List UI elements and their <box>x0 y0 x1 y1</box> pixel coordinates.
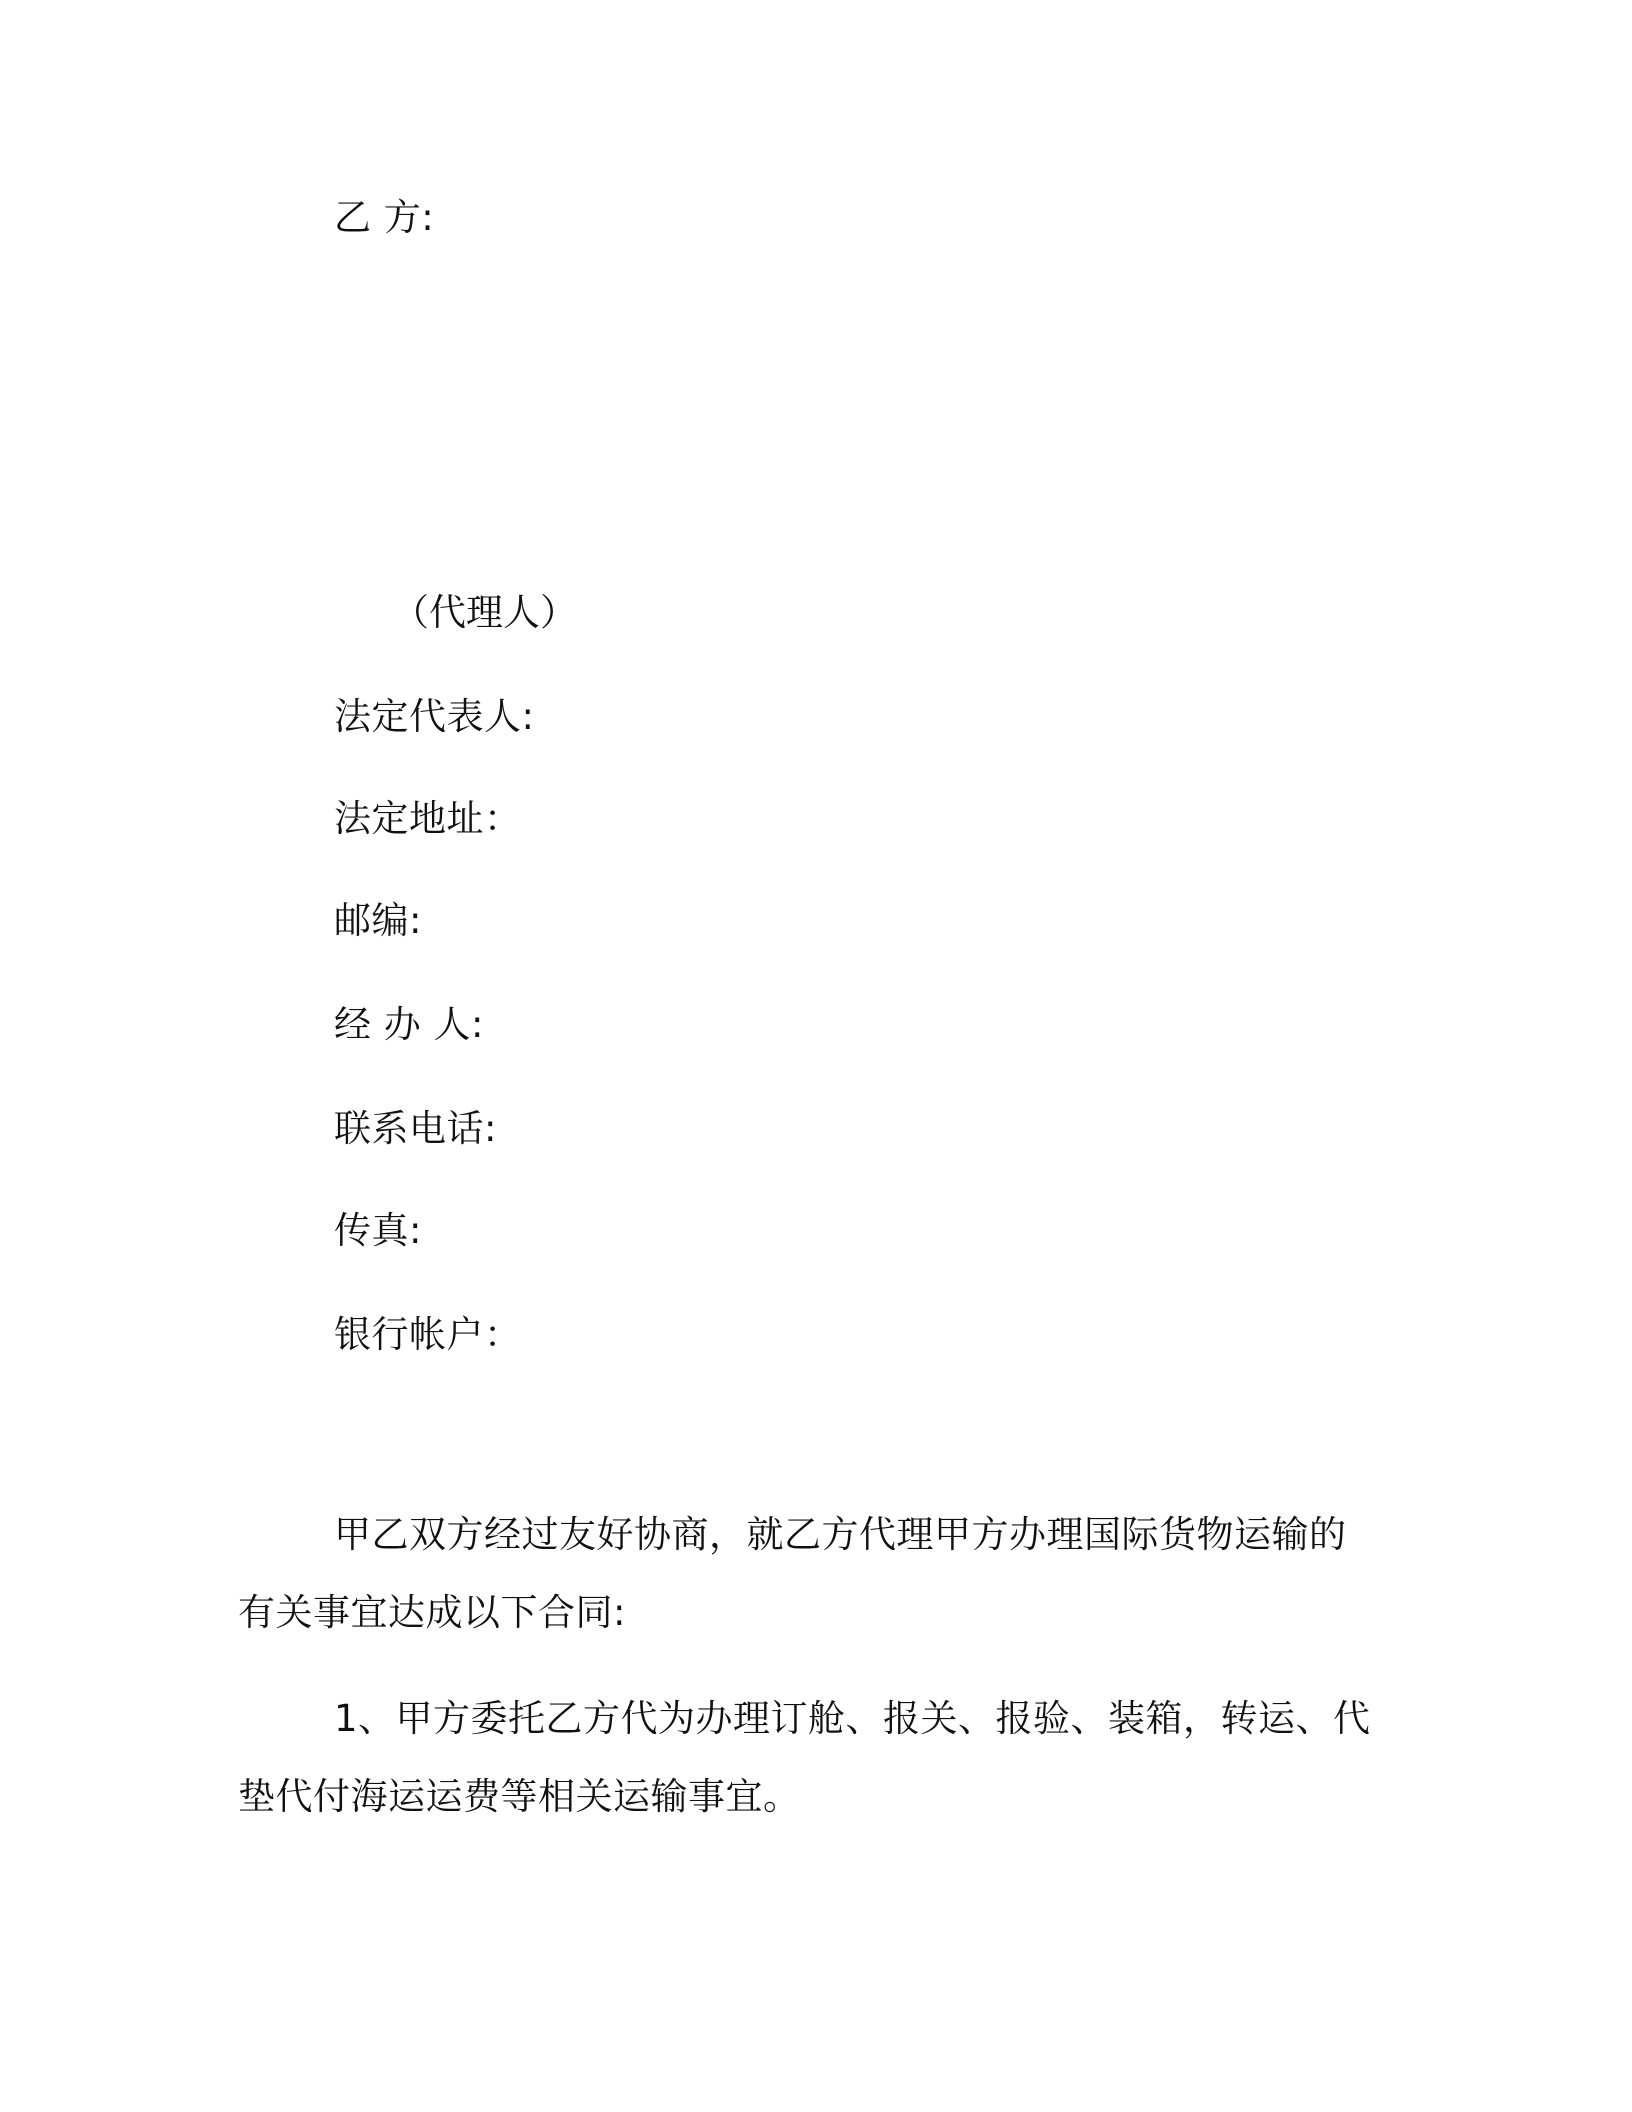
legal-address-field: 法定地址： <box>334 797 522 840</box>
fax-field: 传真: <box>334 1209 422 1252</box>
bank-account-field: 银行帐户： <box>334 1313 522 1356</box>
agreement-intro-paragraph: 甲乙双方经过友好协商，就乙方代理甲方办理国际货物运输的有关事宜达成以下合同: <box>238 1513 1347 1634</box>
clause-1-paragraph: 1、甲方委托乙方代为办理订舱、报关、报验、装箱，转运、代垫代付海运运费等相关运输事宜。 <box>238 1697 1371 1818</box>
party-b-label: 乙 方: <box>334 196 435 239</box>
handler-field: 经 办 人: <box>334 1003 484 1046</box>
agent-note: （代理人） <box>392 591 577 634</box>
postcode-field: 邮编: <box>334 899 422 942</box>
phone-field: 联系电话: <box>334 1107 497 1150</box>
legal-representative-field: 法定代表人: <box>334 695 535 738</box>
